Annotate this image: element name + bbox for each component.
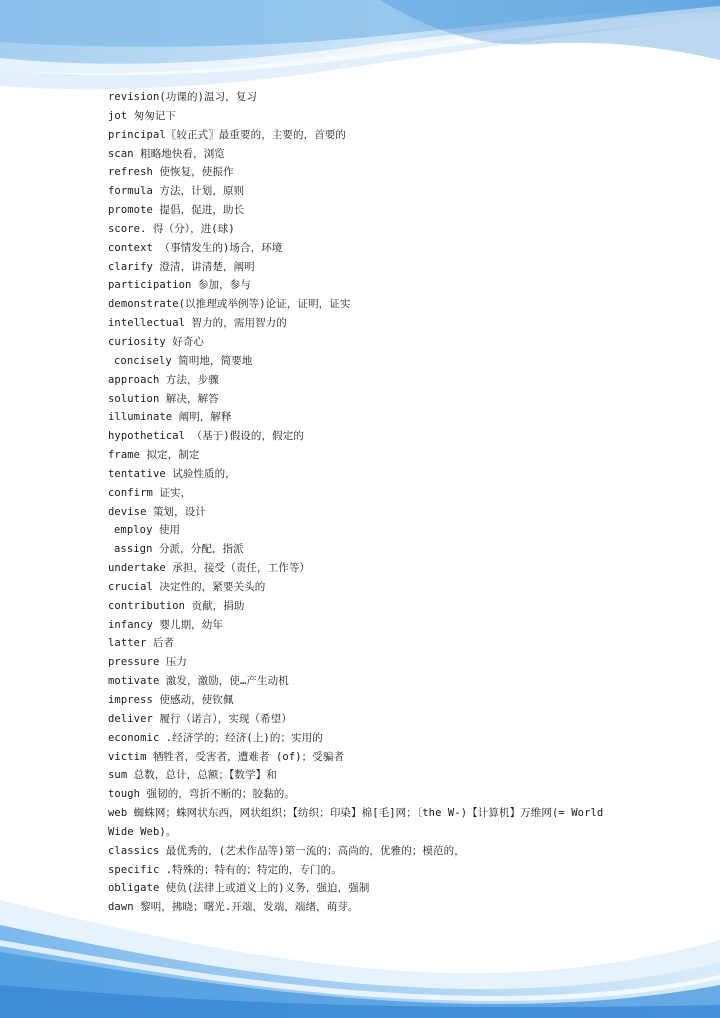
vocab-entry: motivate 激发，激励，使…产生动机 xyxy=(108,675,289,688)
vocab-entry: sum 总数，总计，总额；【数学】和 xyxy=(108,769,277,782)
vocab-entry: undertake 承担，接受（责任，工作等） xyxy=(108,562,311,575)
vocab-entry: revision(功课的)温习，复习 xyxy=(108,91,258,103)
vocab-entry: refresh 使恢复，使振作 xyxy=(108,166,234,179)
vocab-entry: context （事情发生的)场合，环境 xyxy=(108,241,283,254)
vocab-entry: victim 牺牲者，受害者，遭难者 (of)；受骗者 xyxy=(108,750,345,763)
vocab-entry: assign 分派，分配，指派 xyxy=(114,543,244,556)
vocab-entry: clarify 澄清，讲清楚，阐明 xyxy=(108,260,255,273)
vocab-entry: employ 使用 xyxy=(114,524,181,537)
vocab-entry: impress 使感动，使钦佩 xyxy=(108,694,234,706)
vocab-entry: infancy 婴儿期，幼年 xyxy=(108,618,223,631)
vocab-entry: intellectual 智力的，需用智力的 xyxy=(108,317,287,330)
vocab-entry: jot 匆匆记下 xyxy=(108,109,177,122)
vocab-entry: illuminate 阐明，解释 xyxy=(108,411,232,424)
vocab-entry: classics 最优秀的，(艺术作品等)第一流的；高尚的，优雅的；模范的， xyxy=(108,844,465,857)
vocab-entry: hypothetical （基于)假设的，假定的 xyxy=(108,430,304,443)
vocab-entry: economic .经济学的；经济(上)的；实用的 xyxy=(108,731,323,744)
vocab-entry: crucial 决定性的，紧要关头的 xyxy=(108,580,266,593)
vocab-entry: specific .特殊的；特有的；特定的，专门的。 xyxy=(108,863,342,876)
vocab-entry: dawn 黎明，拂晓；曙光.开端，发端，端绪，萌芽。 xyxy=(108,901,359,914)
vocab-entry: solution 解决，解答 xyxy=(108,392,219,405)
vocab-entry: score. 得（分），进(球) xyxy=(108,222,235,235)
vocabulary-list xyxy=(108,88,608,917)
vocab-entry: confirm 证实， xyxy=(108,486,192,499)
vocab-entry: formula 方法，计划，原则 xyxy=(108,185,245,198)
vocab-entry: frame 拟定，制定 xyxy=(108,449,200,462)
vocab-entry: promote 提倡，促进，助长 xyxy=(108,204,245,217)
vocab-entry: tentative 试验性质的， xyxy=(108,467,236,480)
vocab-entry: concisely 简明地，简要地 xyxy=(114,354,253,367)
vocab-entry: web 蜘蛛网；蛛网状东西，网状组织；【纺织；印染】棉[毛]网；〔the W-)【计算机】万维网(= World Wide Web)。 xyxy=(108,807,604,838)
vocab-entry: contribution 贡献，捐助 xyxy=(108,599,245,612)
vocab-entry: devise 策划，设计 xyxy=(108,505,206,518)
vocab-entry: participation 参加，参与 xyxy=(108,279,251,292)
vocab-entry: principal〖较正式〗最重要的，主要的，首要的 xyxy=(108,128,346,141)
vocab-entry: curiosity 好奇心 xyxy=(108,335,205,348)
vocab-entry: approach 方法，步骤 xyxy=(108,373,219,386)
vocab-entry: pressure 压力 xyxy=(108,656,187,669)
vocab-entry: scan 粗略地快看，浏览 xyxy=(108,147,225,160)
vocab-entry: obligate 使负(法律上或道义上的)义务，强迫，强制 xyxy=(108,882,370,895)
vocab-entry: latter 后者 xyxy=(108,637,175,650)
vocab-entry: deliver 履行（诺言），实现（希望） xyxy=(108,712,292,725)
vocab-entry: demonstrate(以推理或举例等)论证，证明，证实 xyxy=(108,298,351,311)
vocab-entry: tough 强韧的，弯折不断的；胶黏的。 xyxy=(108,788,295,801)
